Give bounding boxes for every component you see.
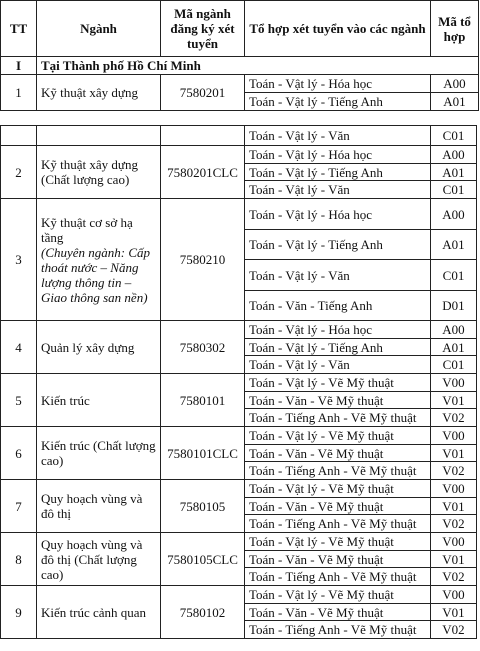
combo-name: Toán - Vật lý - Tiếng Anh: [245, 93, 431, 111]
row-ma-nganh: 7580201: [161, 75, 245, 111]
row-nganh: [37, 146, 161, 199]
combo-code: V01: [431, 392, 477, 409]
header-ma-to-hop: Mã tổ hợp: [431, 1, 479, 57]
row-nganh: [37, 374, 161, 427]
table-row: [1, 586, 477, 604]
combo-code: V02: [431, 515, 477, 533]
table-row: [1, 321, 477, 339]
row-nganh-label: Quy hoạch vùng và đô thị: [41, 491, 143, 521]
combo-code: V00: [431, 480, 477, 498]
combo-name: Toán - Vật lý - Văn: [245, 181, 431, 199]
combo-code: A01: [431, 164, 477, 181]
combo-name: Toán - Vật lý - Tiếng Anh: [245, 230, 431, 260]
row-nganh-label: Kỹ thuật cơ sở hạ tầng: [41, 214, 133, 245]
row-nganh-label: Quy hoạch vùng và đô thị (Chất lượng cao): [41, 536, 143, 582]
header-tt: TT: [1, 1, 37, 57]
combo-name: Toán - Vật lý - Văn: [245, 260, 431, 291]
combo-code: V00: [431, 374, 477, 392]
row-nganh-label: Kiến trúc (Chất lượng cao): [41, 438, 156, 468]
row-tt: 7: [1, 480, 37, 533]
combo-code: C01: [431, 181, 477, 199]
table-row: [1, 374, 477, 392]
row-nganh-label: Quản lý xây dựng: [41, 339, 135, 355]
row-ma-nganh: 7580101: [161, 374, 245, 427]
header-row: [1, 1, 479, 57]
combo-code: V00: [431, 533, 477, 551]
table-row: [1, 126, 477, 146]
row-tt: 6: [1, 427, 37, 480]
combo-name: Toán - Tiếng Anh - Vẽ Mỹ thuật: [245, 409, 431, 427]
combo-code: V02: [431, 568, 477, 586]
combo-code: V02: [431, 409, 477, 427]
combo-name: Toán - Tiếng Anh - Vẽ Mỹ thuật: [245, 462, 431, 480]
combo-code: C01: [431, 356, 477, 374]
table-row: [1, 146, 477, 164]
combo-name: Toán - Vật lý - Văn: [245, 356, 431, 374]
empty-cell: [37, 126, 161, 146]
row-tt: 5: [1, 374, 37, 427]
combo-name: Toán - Vật lý - Hóa học: [245, 75, 431, 93]
empty-cell: [1, 126, 37, 146]
row-nganh: Kỹ thuật xây dựng: [37, 75, 161, 111]
row-nganh: [37, 586, 161, 639]
row-ma-nganh: 7580102: [161, 586, 245, 639]
header-to-hop: Tổ hợp xét tuyển vào các ngành: [245, 1, 431, 57]
section-row: [1, 57, 479, 75]
combo-code: D01: [431, 291, 477, 321]
admission-table-bottom: [0, 125, 477, 639]
combo-code: A00: [431, 321, 477, 339]
row-tt: 1: [1, 75, 37, 111]
combo-code: V00: [431, 427, 477, 445]
section-title: Tại Thành phố Hồ Chí Minh: [37, 57, 479, 75]
row-nganh-label: Kiến trúc: [41, 392, 90, 408]
combo-code: V01: [431, 445, 477, 462]
combo-code: A00: [431, 146, 477, 164]
combo-code: V01: [431, 498, 477, 515]
empty-cell: [161, 126, 245, 146]
combo-code: C01: [431, 126, 477, 146]
combo-name: Toán - Văn - Vẽ Mỹ thuật: [245, 392, 431, 409]
row-ma-nganh: 7580105CLC: [161, 533, 245, 586]
table-row: [1, 199, 477, 230]
combo-code: C01: [431, 260, 477, 291]
row-nganh-label: Kỹ thuật xây dựng (Chất lượng cao): [41, 157, 138, 187]
combo-code: V01: [431, 551, 477, 568]
combo-name: Toán - Vật lý - Hóa học: [245, 199, 431, 230]
combo-code: A00: [431, 199, 477, 230]
combo-name: Toán - Văn - Vẽ Mỹ thuật: [245, 498, 431, 515]
row-ma-nganh: 7580105: [161, 480, 245, 533]
row-nganh: [37, 199, 161, 321]
combo-code: A01: [431, 230, 477, 260]
row-nganh: [37, 321, 161, 374]
combo-name: Toán - Tiếng Anh - Vẽ Mỹ thuật: [245, 621, 431, 639]
combo-code: V01: [431, 604, 477, 621]
table-row: [1, 427, 477, 445]
combo-code: V02: [431, 621, 477, 639]
combo-name: Toán - Văn - Vẽ Mỹ thuật: [245, 551, 431, 568]
table-row: [1, 75, 479, 93]
section-number: I: [1, 57, 37, 75]
combo-name: Toán - Vật lý - Hóa học: [245, 146, 431, 164]
page-gap: [0, 111, 480, 125]
row-ma-nganh: 7580201CLC: [161, 146, 245, 199]
row-tt: 3: [1, 199, 37, 321]
row-ma-nganh: 7580302: [161, 321, 245, 374]
combo-name: Toán - Vật lý - Văn: [245, 126, 431, 146]
combo-code: V00: [431, 586, 477, 604]
combo-code: A01: [431, 339, 477, 356]
combo-name: Toán - Tiếng Anh - Vẽ Mỹ thuật: [245, 568, 431, 586]
row-nganh: [37, 427, 161, 480]
header-nganh: Ngành: [37, 1, 161, 57]
combo-name: Toán - Văn - Tiếng Anh: [245, 291, 431, 321]
combo-name: Toán - Văn - Vẽ Mỹ thuật: [245, 445, 431, 462]
combo-name: Toán - Vật lý - Vẽ Mỹ thuật: [245, 374, 431, 392]
combo-name: Toán - Vật lý - Vẽ Mỹ thuật: [245, 480, 431, 498]
row-nganh: [37, 533, 161, 586]
header-ma-nganh: Mã ngành đăng ký xét tuyển: [161, 1, 245, 57]
row-tt: 9: [1, 586, 37, 639]
row-nganh-label: Kiến trúc cảnh quan: [41, 604, 147, 620]
table-row: [1, 533, 477, 551]
combo-name: Toán - Vật lý - Tiếng Anh: [245, 339, 431, 356]
row-nganh: [37, 480, 161, 533]
row-ma-nganh: 7580101CLC: [161, 427, 245, 480]
combo-name: Toán - Vật lý - Tiếng Anh: [245, 164, 431, 181]
combo-name: Toán - Văn - Vẽ Mỹ thuật: [245, 604, 431, 621]
row-tt: 8: [1, 533, 37, 586]
table-row: [1, 480, 477, 498]
combo-name: Toán - Vật lý - Vẽ Mỹ thuật: [245, 533, 431, 551]
row-nganh-note: (Chuyên ngành: Cấp thoát nước – Năng lượng thông tin – Giao thông san nền): [41, 244, 151, 305]
admission-table-top: [0, 0, 479, 111]
combo-code: V02: [431, 462, 477, 480]
combo-name: Toán - Vật lý - Hóa học: [245, 321, 431, 339]
combo-name: Toán - Tiếng Anh - Vẽ Mỹ thuật: [245, 515, 431, 533]
row-tt: 2: [1, 146, 37, 199]
row-tt: 4: [1, 321, 37, 374]
row-ma-nganh: 7580210: [161, 199, 245, 321]
combo-name: Toán - Vật lý - Vẽ Mỹ thuật: [245, 586, 431, 604]
combo-code: A01: [431, 93, 479, 111]
combo-name: Toán - Vật lý - Vẽ Mỹ thuật: [245, 427, 431, 445]
combo-code: A00: [431, 75, 479, 93]
